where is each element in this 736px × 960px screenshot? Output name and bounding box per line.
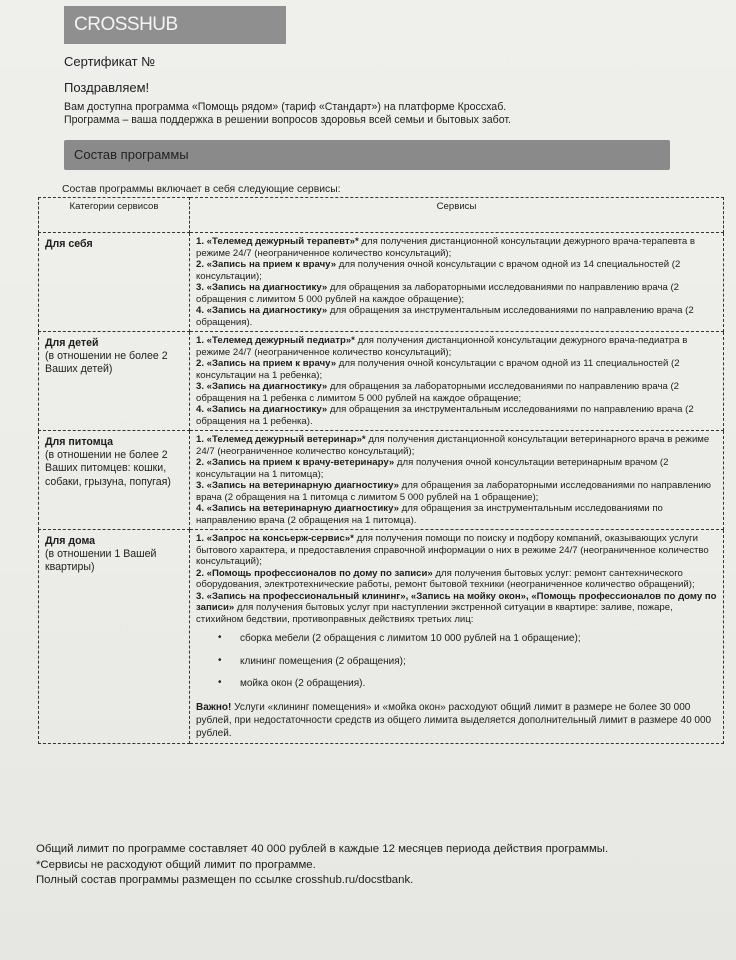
footer-line: Общий лимит по программе составляет 40 000 рублей в каждые 12 месяцев периода действия программы. <box>36 843 609 855</box>
greeting: Поздравляем! <box>64 80 150 95</box>
service-item: 2. «Помощь профессионалов по дому по записи» для получения бытовых услуг: ремонт сантехнического оборудования, электротехнические работы, ремонт бытовой техники (неограниченное количество обращений); <box>196 567 695 590</box>
services-cell <box>190 233 724 332</box>
table-header-row <box>39 198 724 233</box>
section-title: Состав программы <box>74 147 189 162</box>
service-item: 4. «Запись на диагностику» для обращения за инструментальным исследованиями по направлению врача (2 обращения на 1 ребенка). <box>196 404 694 427</box>
table-row <box>39 332 724 431</box>
footer-line: Полный состав программы размещен по ссылке crosshub.ru/docstbank. <box>36 874 414 886</box>
category-note: (в отношении не более 2 Ваших детей) <box>45 349 168 375</box>
service-item: 1. «Телемед дежурный терапевт»* для получения дистанционной консультации дежурного врача-терапевта в режиме 24/7 (неограниченное количество консультаций); <box>196 236 695 259</box>
program-table <box>38 197 724 744</box>
intro-line: Программа – ваша поддержка в решении вопросов здоровья всей семьи и бытовых забот. <box>64 114 511 126</box>
service-item: 4. «Запись на диагностику» для обращения за инструментальным исследованиями по направлению врача (2 обращения). <box>196 305 694 328</box>
list-item: • клининг помещения (2 обращения); <box>196 656 717 668</box>
footer-line: *Сервисы не расходуют общий лимит по программе. <box>36 858 316 871</box>
bullet-list <box>196 633 717 690</box>
important-note: Важно! Услуги «клининг помещения» и «мойка окон» расходуют общий лимит в размере не более 30 000 рублей, при недостаточности средств из общего лимита выделяется дополнительный лимит в размере 40 000 рублей. <box>196 701 712 739</box>
category-cell <box>39 233 190 332</box>
category-cell <box>39 332 190 431</box>
category-title: Для себя <box>45 238 93 250</box>
column-header-services: Сервисы <box>190 198 724 233</box>
footer-notes <box>36 842 726 889</box>
category-title: Для детей <box>45 337 99 349</box>
category-cell <box>39 530 190 744</box>
category-title: Для дома <box>45 535 96 547</box>
category-title: Для питомца <box>45 436 114 448</box>
table-intro: Состав программы включает в себя следующие сервисы: <box>62 184 341 195</box>
column-header-categories: Категории сервисов <box>39 198 190 233</box>
services-cell <box>190 431 724 530</box>
service-item: 3. «Запись на ветеринарную диагностику» для обращения за лабораторными исследованиями по направлению врача (2 обращения на 1 питомца с лимитом 5 000 рублей на 1 обращение); <box>196 480 712 503</box>
table-row <box>39 233 724 332</box>
service-item: 2. «Запись на прием к врачу» для получения очной консультации с врачом одной из 14 специальностей (2 консультации); <box>196 259 681 282</box>
crosshub-logo <box>64 6 286 44</box>
service-item: 3. «Запись на диагностику» для обращения за лабораторными исследованиями по направлению врача (2 обращения на 1 ребенка с лимитом 5 000 рублей на каждое обращение; <box>196 381 680 404</box>
services-cell <box>190 530 724 744</box>
list-item: • мойка окон (2 обращения). <box>196 678 717 690</box>
service-item: 1. «Телемед дежурный ветеринар»* для получения дистанционной консультации ветеринарного врача в режиме 24/7 (неограниченное количество консультаций); <box>196 434 710 457</box>
service-item: 2. «Запись на прием к врачу» для получения очной консультации с врачом одной из 11 специальностей (2 консультации на 1 ребенка); <box>196 358 680 381</box>
category-note: (в отношении не более 2 Ваших питомцев: кошки, собаки, грызуна, попугая) <box>45 448 171 488</box>
service-item: 1. «Телемед дежурный педиатр»* для получения дистанционной консультации дежурного врача-педиатра в режиме 24/7 (неограниченное количество консультаций); <box>196 335 688 358</box>
table-row <box>39 530 724 744</box>
category-cell <box>39 431 190 530</box>
services-cell <box>190 332 724 431</box>
section-header <box>64 140 670 170</box>
category-note: (в отношении 1 Вашей квартиры) <box>45 547 157 573</box>
logo-text: CROSSHUB <box>74 14 178 35</box>
service-item: 4. «Запись на ветеринарную диагностику» для обращения за инструментальным исследованиями по направлению врача (2 обращения на 1 питомца). <box>196 503 663 526</box>
service-item: 2. «Запись на прием к врачу-ветеринару» для получения очной консультации ветеринарным врачом (2 консультации на 1 питомца); <box>196 457 669 480</box>
service-item: 1. «Запрос на консьерж-сервис»* для получения помощи по поиску и подбору компаний, оказывающих услуги бытового характера, и предоставления справочной информации о них в режиме 24/7 (неограниченное количество консультаций); <box>196 533 709 567</box>
intro-line: Вам доступна программа «Помощь рядом» (тариф «Стандарт») на платформе Кроссхаб. <box>64 101 507 113</box>
service-item: 3. «Запись на профессиональный клининг», «Запись на мойку окон», «Помощь профессионалов по дому по записи» для получения бытовых услуг при наступлении экстренной ситуации в квартире: заливе, пожаре, стихийном бедствии, противоправных действиях третьих лиц: <box>196 590 717 625</box>
intro-text <box>64 101 684 127</box>
certificate-number-label: Сертификат № <box>64 54 156 69</box>
service-item: 3. «Запись на диагностику» для обращения за лабораторными исследованиями по направлению врача (2 обращения с лимитом 5 000 рублей на каждое обращение); <box>196 282 680 305</box>
table-row <box>39 431 724 530</box>
list-item: • сборка мебели (2 обращения с лимитом 10 000 рублей на 1 обращение); <box>196 633 717 645</box>
